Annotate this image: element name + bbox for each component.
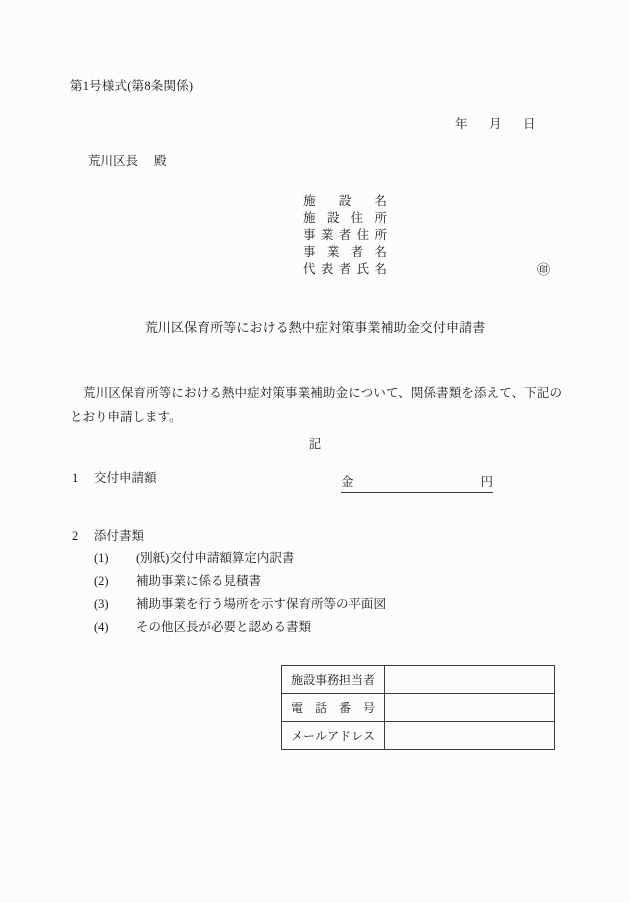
- date-year-label: 年: [455, 117, 468, 131]
- contact-label-staff: 施設事務担当者: [282, 666, 385, 694]
- contact-value-email[interactable]: [385, 722, 555, 750]
- attachment-list: [94, 547, 386, 639]
- attachment-1-label: (別紙)交付申請額算定内訳書: [136, 551, 295, 565]
- list-item: [94, 593, 386, 616]
- contact-label-email: メールアドレス: [282, 722, 385, 750]
- addressee-line: [88, 155, 167, 168]
- form-number: 第1号様式(第8条関係): [70, 79, 194, 93]
- applicant-label-operator-address: 事業者住所: [303, 228, 387, 242]
- seal-stamp-icon: ㊞: [537, 262, 551, 277]
- applicant-label-facility-name: 施設名: [303, 194, 387, 208]
- addressee-recipient: 荒川区長: [88, 154, 139, 168]
- attachment-1-number: (1): [94, 551, 109, 565]
- table-row: [282, 694, 555, 722]
- applicant-label-operator-name: 事業者名: [303, 245, 387, 259]
- body-paragraph: 荒川区保育所等における熱中症対策事業補助金について、関係書類を添えて、下記のとおり申請します。: [70, 386, 562, 424]
- item-1-label: 交付申請額: [94, 471, 157, 485]
- attachment-3-label: 補助事業を行う場所を示す保育所等の平面図: [136, 597, 387, 611]
- applicant-row-operator-name: [303, 244, 387, 261]
- attachment-3-number: (3): [94, 597, 109, 611]
- applicant-row-operator-address: [303, 227, 387, 244]
- applicant-row-facility-name: [303, 193, 387, 210]
- amount-prefix: 金: [341, 475, 354, 489]
- contact-value-staff[interactable]: [385, 666, 555, 694]
- table-row: [282, 666, 555, 694]
- applicant-label-representative-name: 代表者氏名: [303, 262, 387, 276]
- attachment-4-label: その他区長が必要と認める書類: [136, 620, 312, 634]
- date-line: [455, 118, 536, 131]
- contact-value-phone[interactable]: [385, 694, 555, 722]
- date-month-label: 月: [489, 117, 502, 131]
- amount-suffix: 円: [480, 475, 493, 489]
- contact-label-phone: 電話番号: [282, 694, 385, 722]
- applicant-info-block: [303, 193, 551, 278]
- applicant-label-facility-address: 施設住所: [303, 211, 387, 225]
- attachment-2-number: (2): [94, 574, 109, 588]
- attachment-2-label: 補助事業に係る見積書: [136, 574, 262, 588]
- addressee-honorific: 殿: [154, 154, 167, 168]
- page-title: 荒川区保育所等における熱中症対策事業補助金交付申請書: [144, 320, 486, 335]
- table-row: [282, 722, 555, 750]
- date-day-label: 日: [523, 117, 536, 131]
- list-item: [94, 570, 386, 593]
- list-item: [94, 616, 386, 639]
- attachment-4-number: (4): [94, 620, 109, 634]
- applicant-row-facility-address: [303, 210, 387, 227]
- item-2-label: 添付書類: [94, 529, 145, 543]
- item-1-number: 1: [72, 471, 79, 485]
- list-item: [94, 547, 386, 570]
- contact-table: [281, 665, 555, 750]
- grant-amount-field[interactable]: [341, 472, 493, 493]
- item-2-number: 2: [72, 529, 79, 543]
- applicant-row-representative-name: [303, 261, 551, 278]
- ki-marker: 記: [308, 437, 322, 451]
- item-2-attachments: [72, 530, 144, 543]
- item-1-grant-amount: [72, 472, 157, 485]
